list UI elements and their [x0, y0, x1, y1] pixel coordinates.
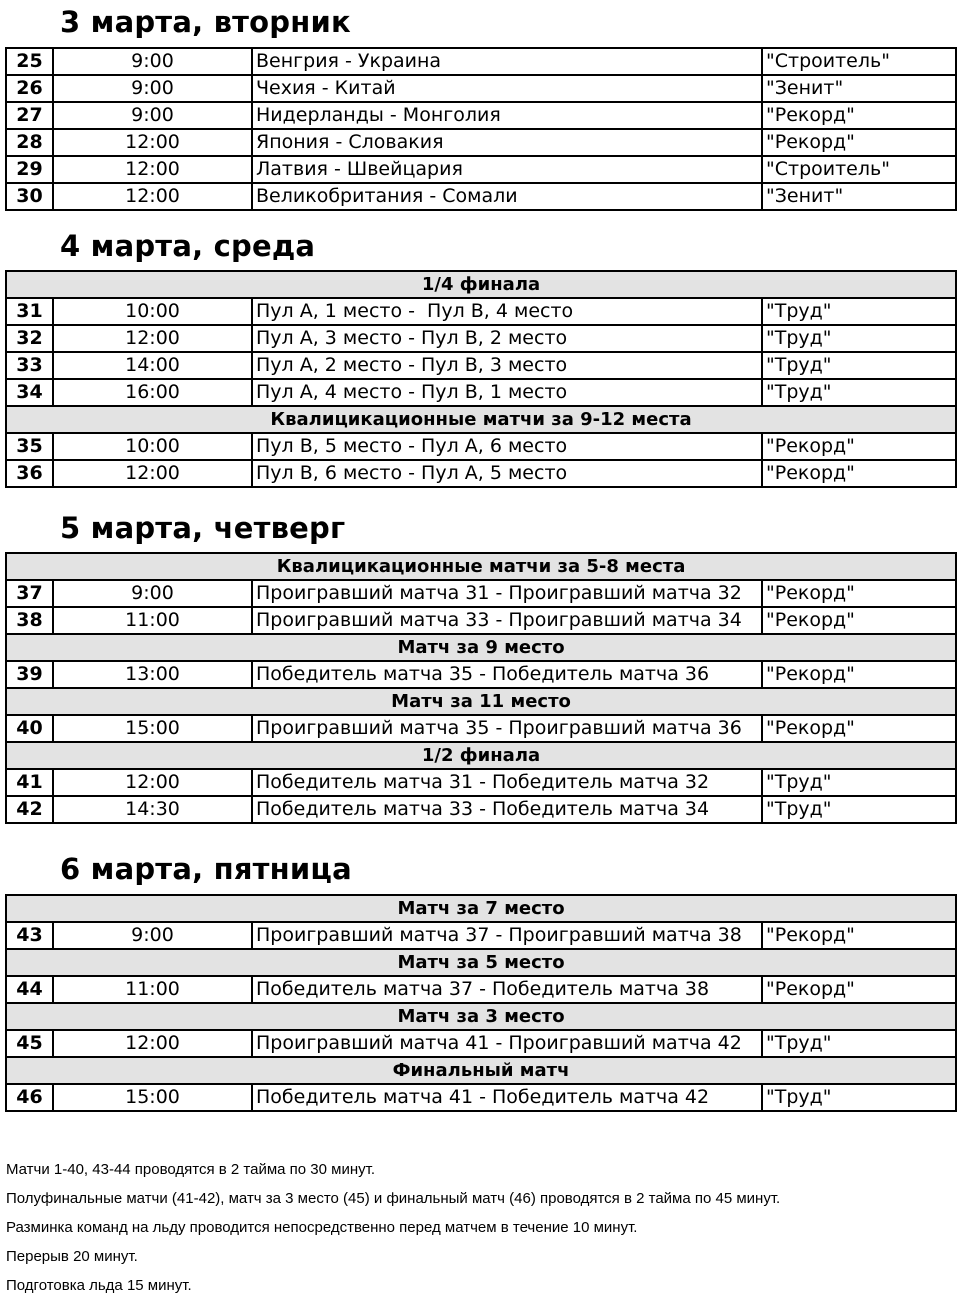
match-teams: Пул А, 4 место - Пул В, 1 место	[252, 379, 762, 406]
match-venue: "Труд"	[762, 769, 956, 796]
match-venue: "Строитель"	[762, 156, 956, 183]
schedule-table-day-1	[5, 47, 957, 211]
match-number: 41	[6, 769, 53, 796]
table-row	[6, 325, 956, 352]
match-teams: Победитель матча 31 - Победитель матча 32	[252, 769, 762, 796]
match-number: 35	[6, 433, 53, 460]
section-header-row	[6, 742, 956, 769]
match-number: 37	[6, 580, 53, 607]
match-time: 10:00	[53, 433, 252, 460]
match-teams: Латвия - Швейцария	[252, 156, 762, 183]
table-row	[6, 75, 956, 102]
match-venue: "Труд"	[762, 1030, 956, 1057]
table-row	[6, 183, 956, 210]
schedule-table-day-2	[5, 270, 957, 488]
table-row	[6, 976, 956, 1003]
match-teams: Проигравший матча 41 - Проигравший матча 42	[252, 1030, 762, 1057]
match-time: 12:00	[53, 183, 252, 210]
match-venue: "Рекорд"	[762, 922, 956, 949]
match-teams: Пул А, 1 место - Пул В, 4 место	[252, 298, 762, 325]
match-number: 39	[6, 661, 53, 688]
footnote: Разминка команд на льду проводится непосредственно перед матчем в течение 10 минут.	[6, 1219, 638, 1236]
match-number: 42	[6, 796, 53, 823]
match-time: 12:00	[53, 769, 252, 796]
match-time: 15:00	[53, 715, 252, 742]
section-header-row	[6, 688, 956, 715]
match-teams: Победитель матча 33 - Победитель матча 34	[252, 796, 762, 823]
table-row	[6, 48, 956, 75]
match-venue: "Зенит"	[762, 75, 956, 102]
match-venue: "Рекорд"	[762, 580, 956, 607]
section-title: Матч за 3 место	[6, 1003, 956, 1030]
match-venue: "Зенит"	[762, 183, 956, 210]
match-teams: Проигравший матча 31 - Проигравший матча 32	[252, 580, 762, 607]
section-title: Матч за 5 место	[6, 949, 956, 976]
section-header-row	[6, 406, 956, 433]
table-row	[6, 661, 956, 688]
footnote: Полуфинальные матчи (41-42), матч за 3 место (45) и финальный матч (46) проводятся в 2 тайма по 45 минут.	[6, 1190, 781, 1207]
match-time: 12:00	[53, 129, 252, 156]
match-venue: "Труд"	[762, 1084, 956, 1111]
section-header-row	[6, 553, 956, 580]
match-teams: Проигравший матча 37 - Проигравший матча 38	[252, 922, 762, 949]
match-time: 9:00	[53, 102, 252, 129]
match-time: 9:00	[53, 580, 252, 607]
match-venue: "Труд"	[762, 379, 956, 406]
footnote: Подготовка льда 15 минут.	[6, 1277, 192, 1294]
match-venue: "Рекорд"	[762, 607, 956, 634]
match-venue: "Рекорд"	[762, 460, 956, 487]
match-number: 43	[6, 922, 53, 949]
match-venue: "Рекорд"	[762, 976, 956, 1003]
match-time: 12:00	[53, 1030, 252, 1057]
table-row	[6, 715, 956, 742]
table-row	[6, 352, 956, 379]
table-row	[6, 580, 956, 607]
match-teams: Великобритания - Сомали	[252, 183, 762, 210]
match-teams: Пул А, 3 место - Пул В, 2 место	[252, 325, 762, 352]
match-time: 12:00	[53, 460, 252, 487]
match-venue: "Труд"	[762, 352, 956, 379]
match-number: 44	[6, 976, 53, 1003]
day-title: 5 марта, четверг	[60, 511, 346, 545]
match-venue: "Строитель"	[762, 48, 956, 75]
match-number: 28	[6, 129, 53, 156]
match-teams: Пул В, 5 место - Пул А, 6 место	[252, 433, 762, 460]
table-row	[6, 433, 956, 460]
match-teams: Нидерланды - Монголия	[252, 102, 762, 129]
match-number: 27	[6, 102, 53, 129]
match-venue: "Рекорд"	[762, 102, 956, 129]
section-header-row	[6, 634, 956, 661]
match-time: 14:30	[53, 796, 252, 823]
schedule-table-day-4	[5, 894, 957, 1112]
table-row	[6, 129, 956, 156]
match-number: 45	[6, 1030, 53, 1057]
table-row	[6, 796, 956, 823]
match-time: 9:00	[53, 922, 252, 949]
match-teams: Пул А, 2 место - Пул В, 3 место	[252, 352, 762, 379]
match-time: 11:00	[53, 976, 252, 1003]
match-time: 9:00	[53, 75, 252, 102]
day-title: 6 марта, пятница	[60, 852, 352, 886]
match-time: 15:00	[53, 1084, 252, 1111]
match-time: 13:00	[53, 661, 252, 688]
section-header-row	[6, 949, 956, 976]
match-number: 36	[6, 460, 53, 487]
match-teams: Победитель матча 41 - Победитель матча 42	[252, 1084, 762, 1111]
table-row	[6, 379, 956, 406]
match-teams: Проигравший матча 33 - Проигравший матча 34	[252, 607, 762, 634]
section-title: Финальный матч	[6, 1057, 956, 1084]
match-time: 11:00	[53, 607, 252, 634]
section-header-row	[6, 1057, 956, 1084]
section-title: Матч за 9 место	[6, 634, 956, 661]
match-teams: Проигравший матча 35 - Проигравший матча 36	[252, 715, 762, 742]
match-teams: Победитель матча 37 - Победитель матча 38	[252, 976, 762, 1003]
match-number: 25	[6, 48, 53, 75]
section-title: 1/2 финала	[6, 742, 956, 769]
match-number: 29	[6, 156, 53, 183]
match-number: 40	[6, 715, 53, 742]
footnotes	[6, 1155, 951, 1300]
match-teams: Пул В, 6 место - Пул А, 5 место	[252, 460, 762, 487]
match-venue: "Труд"	[762, 325, 956, 352]
match-time: 12:00	[53, 156, 252, 183]
day-title: 3 марта, вторник	[60, 5, 351, 39]
match-number: 34	[6, 379, 53, 406]
match-venue: "Труд"	[762, 796, 956, 823]
match-teams: Победитель матча 35 - Победитель матча 36	[252, 661, 762, 688]
footnote: Матчи 1-40, 43-44 проводятся в 2 тайма по 30 минут.	[6, 1161, 376, 1178]
schedule-table-day-3	[5, 552, 957, 824]
match-teams: Венгрия - Украина	[252, 48, 762, 75]
table-row	[6, 460, 956, 487]
section-header-row	[6, 271, 956, 298]
match-venue: "Труд"	[762, 298, 956, 325]
table-row	[6, 769, 956, 796]
match-time: 9:00	[53, 48, 252, 75]
table-row	[6, 298, 956, 325]
match-teams: Чехия - Китай	[252, 75, 762, 102]
section-title: Матч за 7 место	[6, 895, 956, 922]
section-title: Матч за 11 место	[6, 688, 956, 715]
section-title: Квалицикационные матчи за 5-8 места	[6, 553, 956, 580]
match-venue: "Рекорд"	[762, 129, 956, 156]
match-number: 26	[6, 75, 53, 102]
match-teams: Япония - Словакия	[252, 129, 762, 156]
section-header-row	[6, 1003, 956, 1030]
match-number: 33	[6, 352, 53, 379]
table-row	[6, 1084, 956, 1111]
table-row	[6, 102, 956, 129]
section-title: Квалицикационные матчи за 9-12 места	[6, 406, 956, 433]
match-number: 38	[6, 607, 53, 634]
match-number: 31	[6, 298, 53, 325]
match-number: 30	[6, 183, 53, 210]
table-row	[6, 922, 956, 949]
day-title: 4 марта, среда	[60, 229, 316, 263]
match-venue: "Рекорд"	[762, 661, 956, 688]
match-time: 14:00	[53, 352, 252, 379]
table-row	[6, 607, 956, 634]
footnote: Перерыв 20 минут.	[6, 1248, 138, 1265]
section-header-row	[6, 895, 956, 922]
section-title: 1/4 финала	[6, 271, 956, 298]
table-row	[6, 156, 956, 183]
table-row	[6, 1030, 956, 1057]
match-time: 12:00	[53, 325, 252, 352]
match-number: 46	[6, 1084, 53, 1111]
match-time: 16:00	[53, 379, 252, 406]
match-venue: "Рекорд"	[762, 715, 956, 742]
match-time: 10:00	[53, 298, 252, 325]
match-venue: "Рекорд"	[762, 433, 956, 460]
match-number: 32	[6, 325, 53, 352]
